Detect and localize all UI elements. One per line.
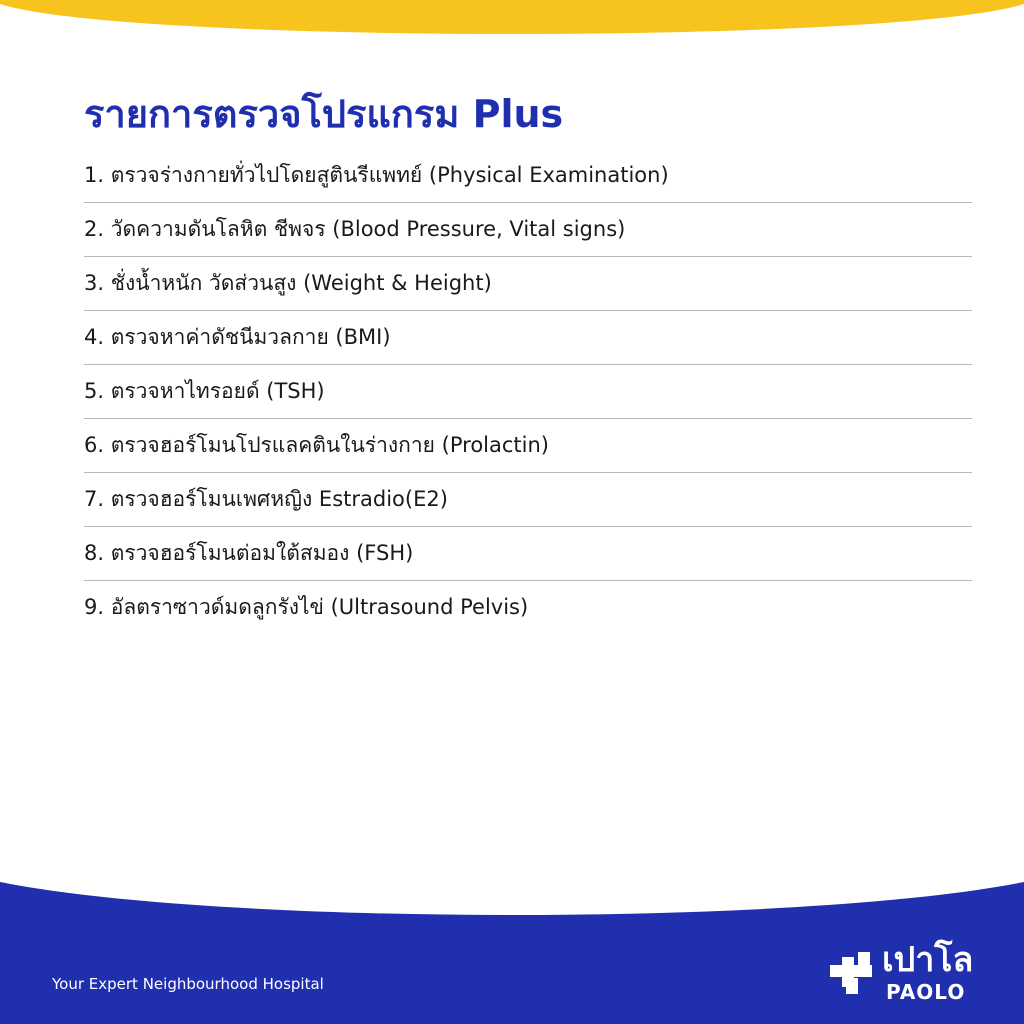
footer-tagline: Your Expert Neighbourhood Hospital [52,975,324,993]
list-item: 4. ตรวจหาค่าดัชนีมวลกาย (BMI) [84,311,972,365]
paolo-logo [826,938,986,1004]
list-item: 6. ตรวจฮอร์โมนโปรแลคตินในร่างกาย (Prolactin) [84,419,972,473]
exam-list [84,149,972,634]
list-item: 5. ตรวจหาไทรอยด์ (TSH) [84,365,972,419]
list-item: 8. ตรวจฮอร์โมนต่อมใต้สมอง (FSH) [84,527,972,581]
logo-english-text: PAOLO [886,980,966,1004]
list-item: 9. อัลตราซาวด์มดลูกรังไข่ (Ultrasound Pelvis) [84,595,529,619]
list-item: 7. ตรวจฮอร์โมนเพศหญิง Estradio(E2) [84,473,972,527]
list-item: 1. ตรวจร่างกายทั่วไปโดยสูตินรีแพทย์ (Physical Examination) [84,149,972,203]
list-item: 2. วัดความดันโลหิต ชีพจร (Blood Pressure, Vital signs) [84,203,972,257]
top-yellow-arc [0,0,1024,60]
page-title: รายการตรวจโปรแกรม Plus [84,92,564,136]
logo-thai-text: เปาโล [882,940,974,980]
medical-cross-icon [826,948,876,998]
list-item: 3. ชั่งน้ำหนัก วัดส่วนสูง (Weight & Height) [84,257,972,311]
top-yellow-arc-shape [0,0,1024,34]
